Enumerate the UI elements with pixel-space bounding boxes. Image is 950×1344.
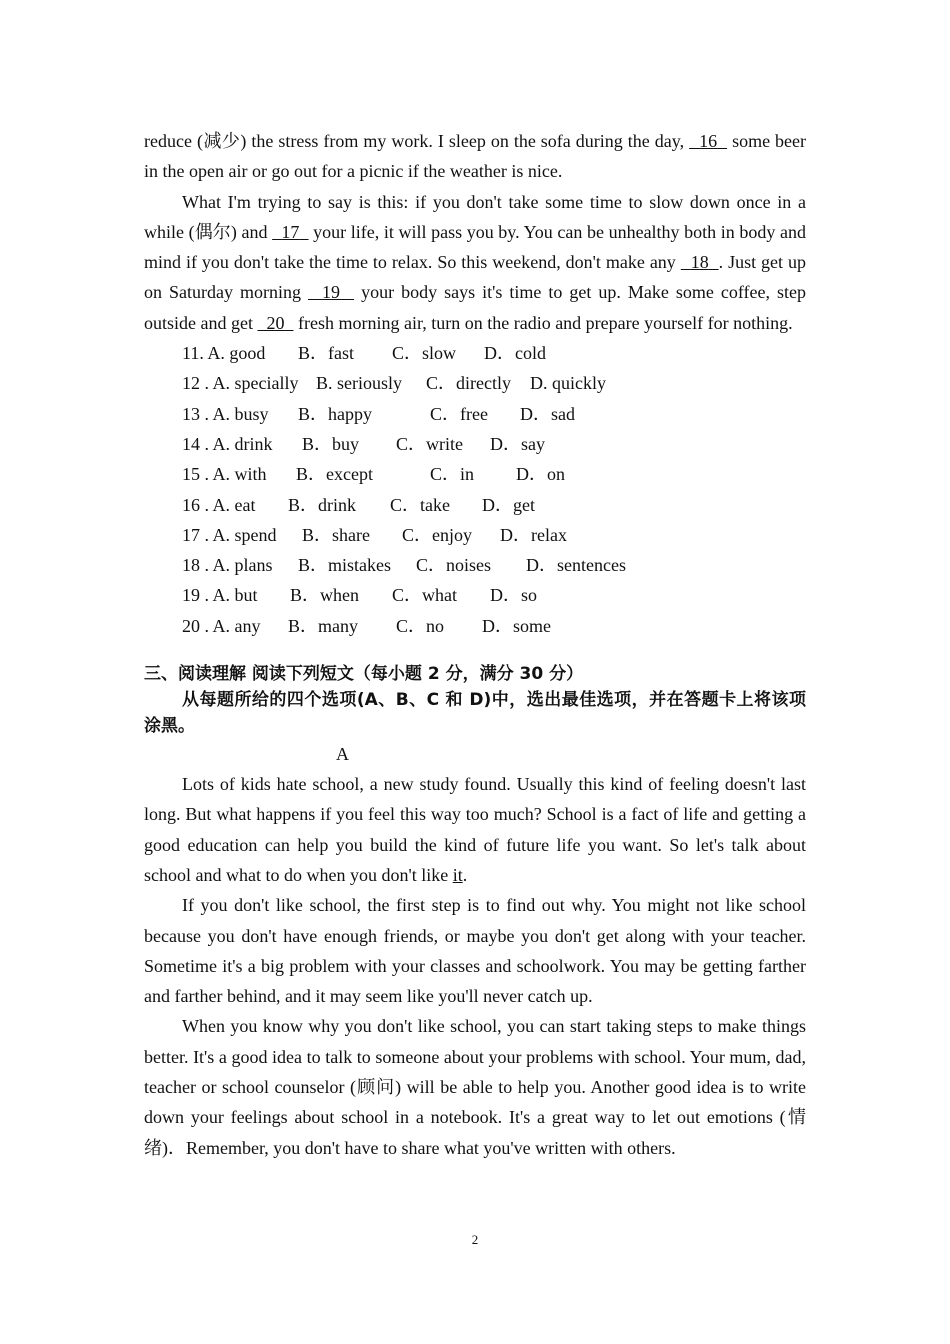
option-d: D．get — [482, 494, 535, 515]
option-a: 13 . A. busy — [182, 403, 269, 424]
option-d: D．cold — [484, 343, 546, 364]
option-row — [144, 611, 806, 641]
option-b: B. seriously — [316, 373, 403, 394]
underlined-word: it — [452, 864, 463, 885]
text-run: . Just get up on Saturday morning — [144, 252, 807, 303]
option-d: D．sad — [520, 403, 575, 424]
text-run: fresh morning air, turn on the radio and prepare yourself for nothing. — [293, 312, 793, 333]
option-a: 14 . A. drink — [182, 433, 273, 454]
option-d: D．say — [490, 433, 545, 454]
option-c: C．in — [430, 464, 475, 485]
option-c: C．what — [392, 585, 457, 606]
option-c: C．slow — [392, 343, 457, 364]
option-row — [144, 368, 806, 398]
option-b: B．buy — [302, 433, 360, 454]
option-a: 20 . A. any — [182, 615, 261, 636]
option-a: 12 . A. specially — [182, 373, 299, 394]
section-instruction: 从每题所给的四个选项(A、B、C 和 D)中，选出最佳选项，并在答题卡上将该项涂黑。 — [144, 690, 806, 737]
option-d: D．sentences — [526, 555, 626, 576]
text-run: your life, it will pass you by. You can be unhealthy both in body and mind if you don't take the time to relax. So this weekend, don't make any — [144, 221, 806, 273]
option-d: D．so — [490, 585, 538, 606]
option-c: C．directly — [426, 373, 511, 394]
option-d: D．on — [516, 464, 565, 485]
passage-paragraph-3: When you know why you don't like school, you can start taking steps to make things better. It's a good idea to talk to someone about your problems with school. Your mum, dad, teacher or school counselor (顾问) will be able to help you. Another good idea is to write down your feelings about school in a notebook. It's a great way to let out emotions (情绪)．Remember, you don't have to share what you've written with others. — [144, 1016, 806, 1158]
option-d: D．some — [482, 615, 551, 636]
blank-number: 17 — [281, 221, 300, 242]
cloze-paragraph-1 — [144, 126, 806, 187]
blank-number: 18 — [690, 252, 709, 273]
option-c: C．no — [396, 615, 445, 636]
option-row — [144, 429, 806, 459]
blank-19 — [308, 282, 354, 302]
text-run: some beer in the open air or go out for a picnic if the weather is nice. — [144, 131, 807, 182]
document-page — [144, 126, 806, 1163]
option-a: 17 . A. spend — [182, 524, 277, 545]
option-row — [144, 550, 806, 580]
option-row — [144, 580, 806, 610]
page-number: 2 — [471, 1232, 479, 1247]
option-b: B．when — [290, 585, 359, 606]
option-c: C．enjoy — [402, 524, 472, 545]
option-row — [144, 399, 806, 429]
option-b: B．except — [296, 464, 373, 485]
text-run: reduce (减少) the stress from my work. I sleep on the sofa during the day, — [144, 131, 690, 151]
passage-paragraph-2: If you don't like school, the first step is to find out why. You might not like school because you don't have enough friends, or maybe you don't get along with your teacher. Sometime it's a big problem with your classes and schoolwork. You may be getting farther and farther behind, and it may seem like you'll never catch up. — [144, 895, 806, 1007]
passage-label: A — [336, 744, 349, 765]
option-c: C．take — [390, 494, 450, 515]
blank-17 — [272, 222, 308, 242]
option-a: 18 . A. plans — [182, 555, 273, 576]
blank-20 — [257, 313, 293, 333]
blank-number: 19 — [322, 282, 341, 303]
cloze-paragraph-2 — [144, 187, 806, 338]
text-run: What I'm trying to say is this: if you don't take some time to slow down once in a while (偶尔) and — [144, 191, 806, 242]
option-b: B．happy — [298, 403, 372, 424]
blank-number: 16 — [699, 131, 718, 151]
options-list — [144, 338, 806, 641]
blank-18 — [681, 252, 719, 272]
option-b: B．share — [302, 524, 370, 545]
option-a: 16 . A. eat — [182, 494, 256, 515]
option-c: C．noises — [416, 555, 492, 576]
option-b: B．many — [288, 615, 358, 636]
blank-number: 20 — [266, 312, 285, 333]
option-row — [144, 338, 806, 368]
blank-16 — [689, 131, 727, 151]
option-b: B．drink — [288, 494, 357, 515]
option-c: C．free — [430, 403, 488, 424]
option-d: D．relax — [500, 524, 567, 545]
option-row — [144, 520, 806, 550]
option-c: C．write — [396, 433, 463, 454]
option-b: B．fast — [298, 343, 354, 364]
text-run: . — [462, 864, 468, 885]
option-a: 19 . A. but — [182, 585, 258, 606]
text-run: your body says it's time to get up. Make some coffee, step outside and get — [144, 282, 807, 333]
option-row — [144, 459, 806, 489]
option-row — [144, 490, 806, 520]
option-a: 11. A. good — [182, 343, 266, 364]
option-d: D. quickly — [530, 373, 606, 394]
option-b: B．mistakes — [298, 555, 391, 576]
passage-paragraph-1 — [144, 769, 806, 890]
option-a: 15 . A. with — [182, 464, 267, 485]
text-run: Lots of kids hate school, a new study found. Usually this kind of feeling doesn't last long. But what happens if you feel this way too much? School is a fact of life and getting a good education can help you build the kind of future life you want. So let's talk about school and what to do when you don't like — [144, 774, 806, 885]
section-title: 三、阅读理解 阅读下列短文（每小题 2 分，满分 30 分） — [144, 664, 584, 685]
